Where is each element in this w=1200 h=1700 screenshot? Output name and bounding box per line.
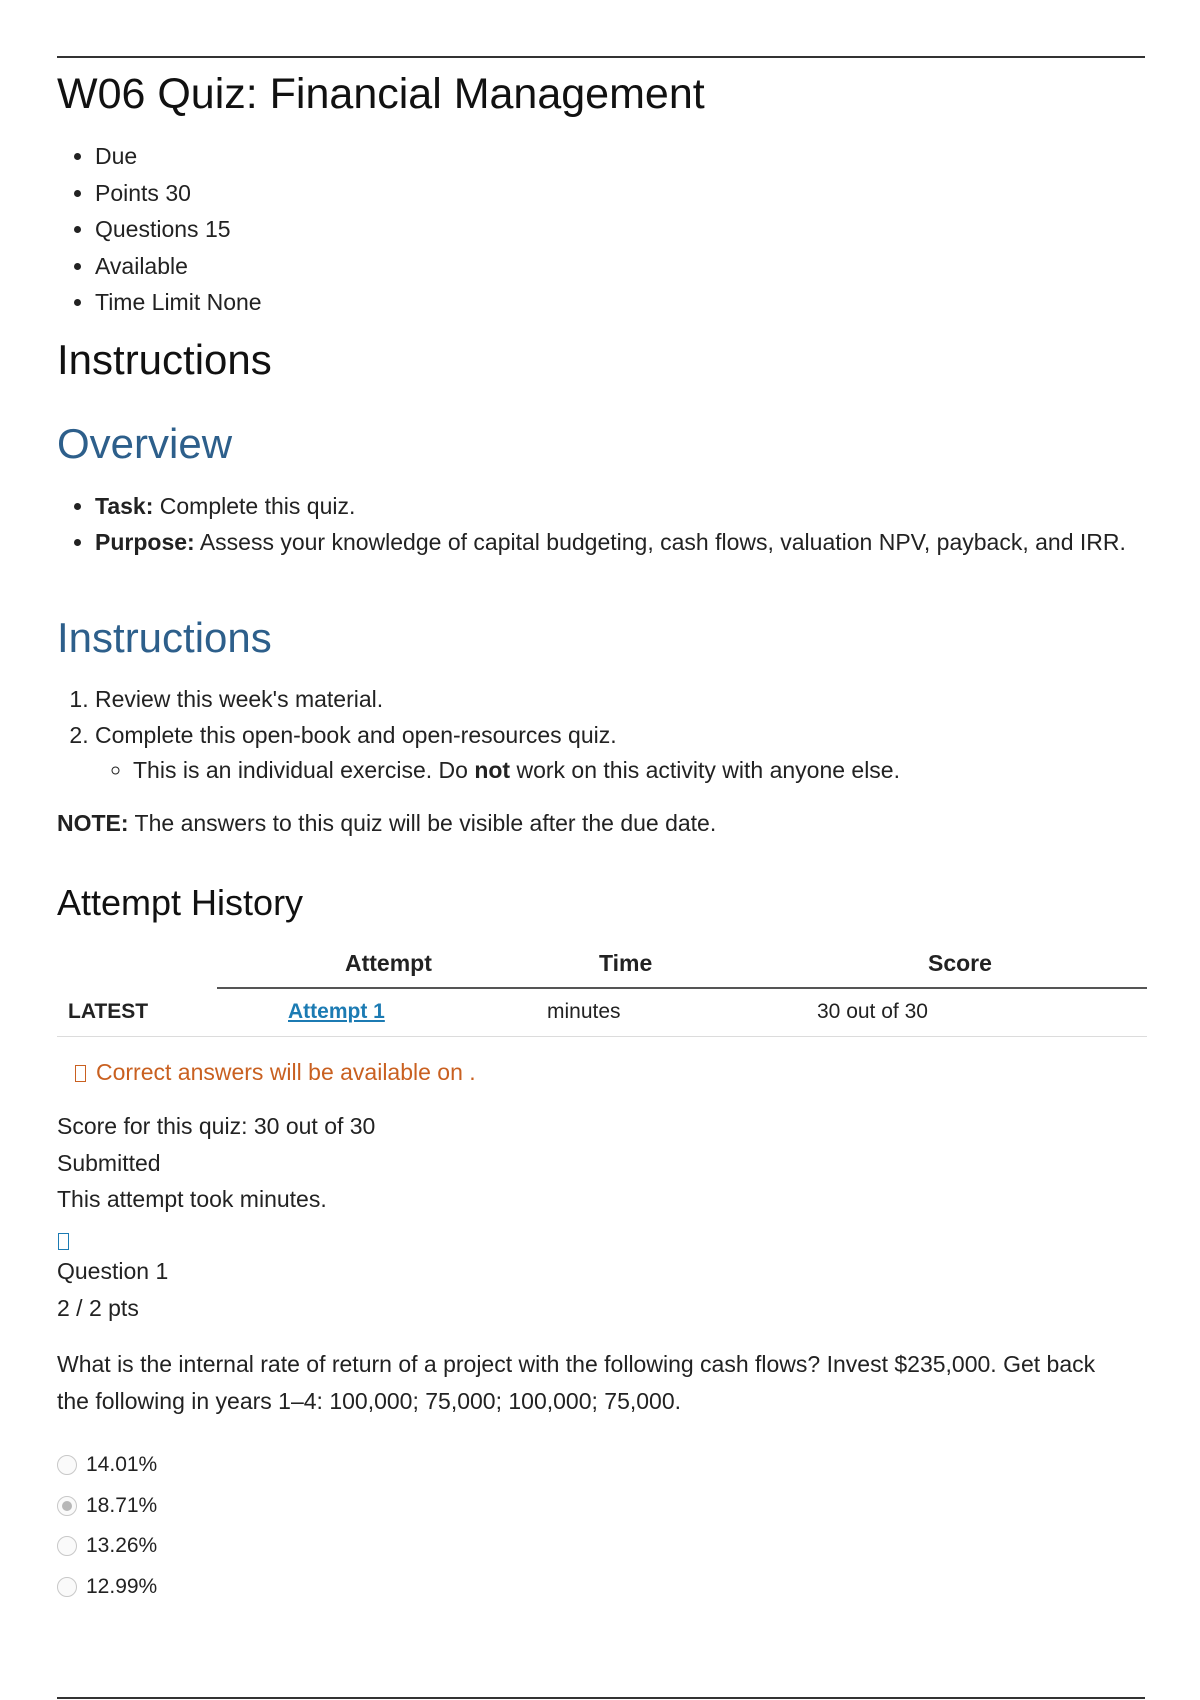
substep-emphasis: not <box>474 757 511 783</box>
attempt-time: minutes <box>547 1000 621 1023</box>
latest-tag: LATEST <box>68 1000 149 1023</box>
meta-due-label: Due <box>95 143 138 169</box>
meta-questions-label: Questions <box>95 216 199 242</box>
column-header-time: Time <box>599 950 653 976</box>
correct-answers-text: Correct answers will be available on . <box>96 1059 476 1085</box>
note-text: The answers to this quiz will be visible after the due date. <box>134 810 717 836</box>
overview-item-purpose <box>95 524 1175 560</box>
radio-button[interactable] <box>57 1577 77 1597</box>
meta-points-value: 30 <box>165 179 191 206</box>
meta-points-label: Points <box>95 179 159 206</box>
correct-answers-notice <box>75 1059 476 1086</box>
overview-list <box>57 488 1175 560</box>
submission-status: Submitted <box>57 1149 161 1176</box>
question-text: What is the internal rate of return of a project with the following cash flows? Invest $235,000. Get back the following in years 1–4: 100,000; 75,000; 100,000; 75,000. <box>57 1351 1096 1414</box>
score-line: Score for this quiz: 30 out of 30 <box>57 1113 376 1139</box>
quiz-meta-list <box>57 138 262 321</box>
step-text: Complete this open-book and open-resources quiz. <box>95 722 617 748</box>
answer-label: 18.71% <box>86 1493 158 1517</box>
meta-points <box>95 175 262 212</box>
info-icon <box>75 1065 86 1082</box>
meta-available <box>95 248 262 285</box>
meta-time-limit <box>95 284 262 321</box>
attempt-link[interactable]: Attempt 1 <box>288 1000 385 1023</box>
table-header-row <box>217 940 1147 989</box>
column-header-score: Score <box>928 950 992 976</box>
substep-text-after: work on this activity with anyone else. <box>516 757 900 783</box>
radio-button[interactable] <box>57 1496 77 1516</box>
attempt-score: 30 out of 30 <box>817 1000 928 1023</box>
meta-available-label: Available <box>95 252 188 279</box>
substep-item <box>133 753 1175 787</box>
radio-button[interactable] <box>57 1536 77 1556</box>
note <box>57 810 716 837</box>
note-label: NOTE: <box>57 810 129 836</box>
instructions-heading: Instructions <box>57 336 272 383</box>
meta-due <box>95 138 262 175</box>
attempt-history-heading: Attempt History <box>57 882 304 923</box>
column-header-attempt: Attempt <box>345 950 432 976</box>
answer-label: 13.26% <box>86 1534 158 1557</box>
flag-icon[interactable] <box>58 1233 69 1250</box>
steps-heading: Instructions <box>57 614 272 661</box>
meta-questions <box>95 211 262 248</box>
radio-button[interactable] <box>57 1455 77 1475</box>
step-item <box>95 681 1175 717</box>
question-header <box>57 1253 168 1326</box>
step-text: Review this week's material. <box>95 686 384 712</box>
meta-time-limit-value: None <box>206 289 262 315</box>
top-rule <box>57 56 1145 58</box>
task-label: Task: <box>95 493 154 519</box>
question-points: 2 / 2 pts <box>57 1294 139 1321</box>
table-row <box>57 989 1147 1037</box>
purpose-text: Assess your knowledge of capital budgeting, cash flows, valuation NPV, payback, and IRR. <box>199 529 1126 555</box>
bottom-rule <box>57 1697 1145 1699</box>
quiz-summary <box>57 1108 375 1218</box>
answer-label: 12.99% <box>86 1574 158 1598</box>
attempt-duration: This attempt took minutes. <box>57 1186 327 1212</box>
overview-item-task <box>95 488 1175 524</box>
page-title: W06 Quiz: Financial Management <box>57 70 705 118</box>
task-text: Complete this quiz. <box>159 493 356 519</box>
step-item <box>95 717 1175 787</box>
substep-list <box>95 753 1175 787</box>
meta-time-limit-label: Time Limit <box>95 289 201 315</box>
answer-label: 14.01% <box>86 1453 158 1476</box>
purpose-label: Purpose: <box>95 529 195 555</box>
overview-heading: Overview <box>57 420 233 467</box>
substep-text-before: This is an individual exercise. Do <box>133 757 468 783</box>
question-title: Question 1 <box>57 1258 169 1284</box>
steps-list <box>57 681 1175 787</box>
meta-questions-value: 15 <box>204 216 231 242</box>
